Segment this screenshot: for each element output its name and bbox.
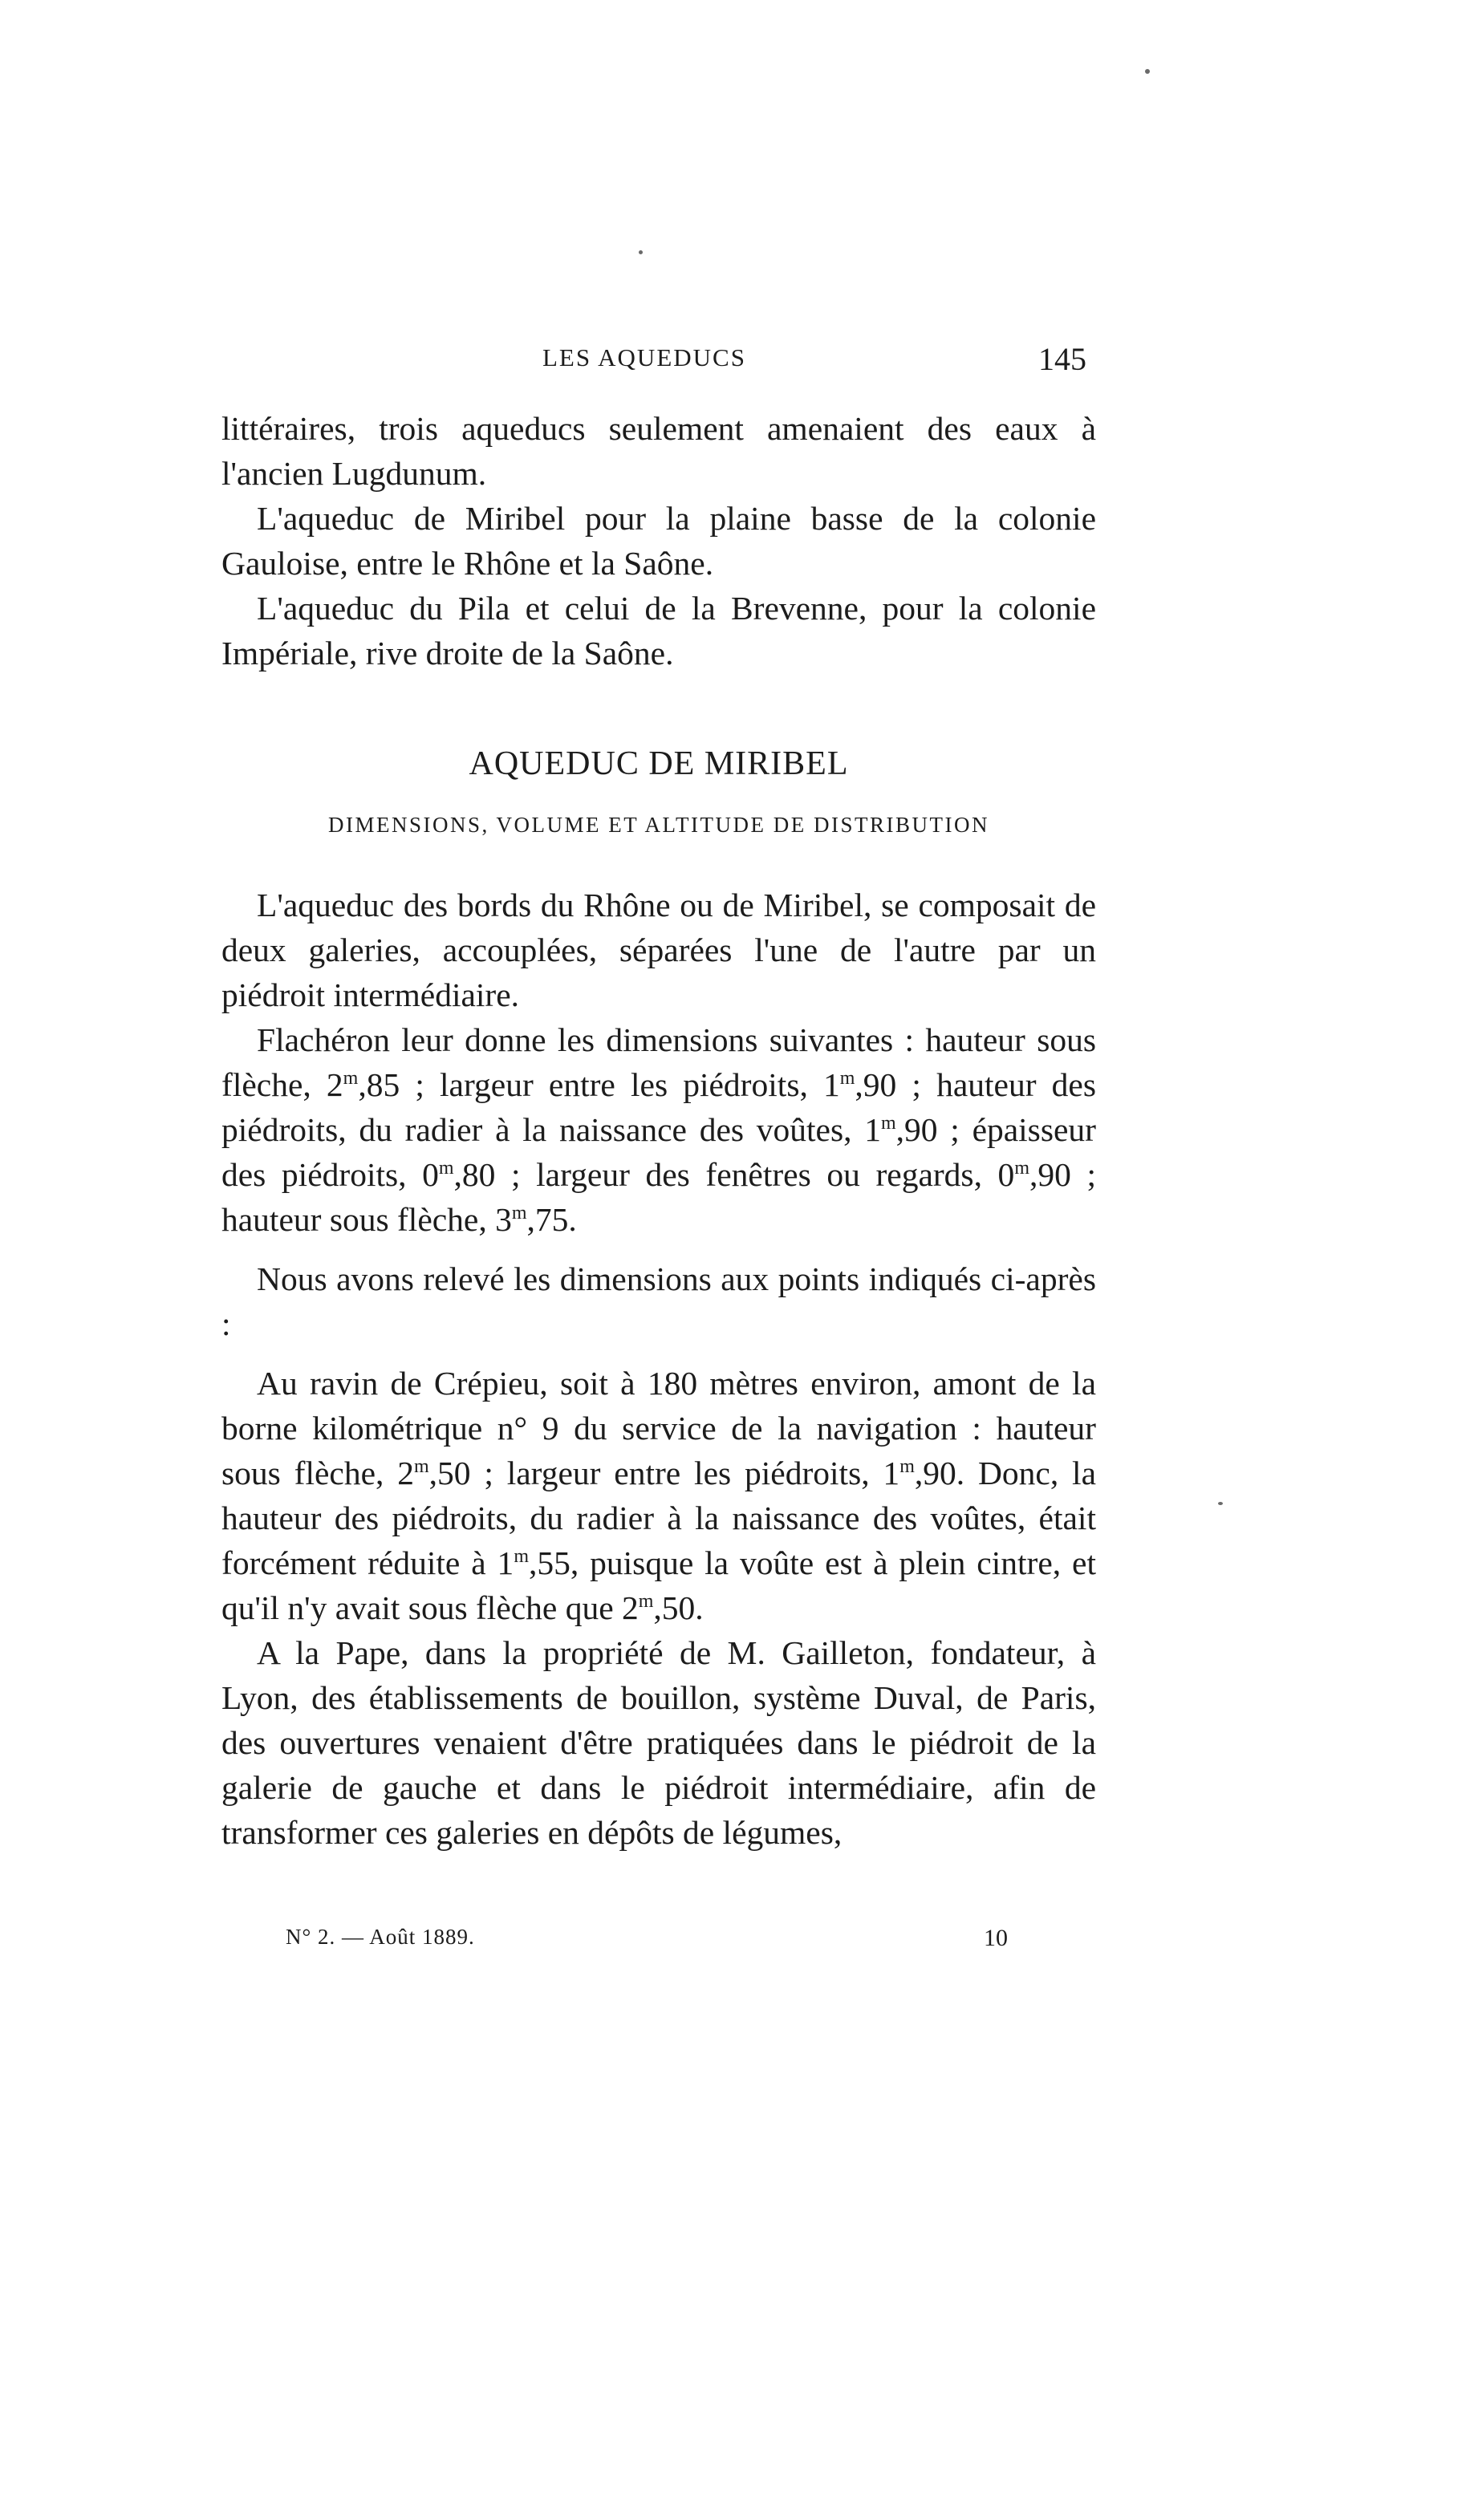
running-head-title: LES AQUEDUCS (542, 343, 746, 371)
scan-speck (1218, 1502, 1223, 1505)
paragraph-3: Nous avons relevé les dimensions aux points indiqués ci-après : (221, 1260, 1096, 1342)
paragraph-4: Au ravin de Crépieu, soit à 180 mètres environ, amont de la borne kilométrique n° 9 du service de la navigation : hauteur sous flèche, 2$^m$,50 ; largeur entre les piédroits, 1$^m$,90. Donc, la hauteur des piédroits, du radier à la naissance des voûtes, était forcément réduite à 1$^m$,55, puisque la voûte est à plein cintre, et qu'il n'y avait sous flèche que 2$^m$,50. (221, 1365, 1096, 1626)
paragraph-gap (221, 1242, 1096, 1256)
paragraph-1: L'aqueduc des bords du Rhône ou de Miribel, se composait de deux galeries, accouplées, séparées l'une de l'autre par un piédroit intermédiaire. (221, 887, 1096, 1013)
footer-signature: N° 2. — Août 1889. (286, 1925, 475, 1949)
paragraph-gap (221, 1346, 1096, 1361)
intro-paragraph-3: L'aqueduc du Pila et celui de la Brevenne, pour la colonie Impériale, rive droite de la Saône. (221, 590, 1096, 672)
intro-paragraph-1: littéraires, trois aqueducs seulement amenaient des eaux à l'ancien Lugdunum. (221, 410, 1096, 492)
footer-sheet-number: 10 (984, 1925, 1008, 1951)
intro-paragraph-2: L'aqueduc de Miribel pour la plaine basse de la colonie Gauloise, entre le Rhône et la Saône. (221, 500, 1096, 582)
page-number: 145 (1038, 341, 1086, 377)
page-footer (221, 1920, 1096, 1960)
paragraph-5: A la Pape, dans la propriété de M. Gailleton, fondateur, à Lyon, des établissements de bouillon, système Duval, de Paris, des ouvertures venaient d'être pratiquées dans le piédroit de la galerie de gauche et dans le piédroit intermédiaire, afin de transformer ces galeries en dépôts de légumes, (221, 1634, 1096, 1851)
scan-speck (639, 250, 643, 254)
running-head (221, 340, 1096, 388)
intro-text (221, 406, 1096, 676)
section-subtitle: DIMENSIONS, VOLUME ET ALTITUDE DE DISTRIBUTION (328, 813, 989, 837)
main-text (221, 883, 1096, 1855)
scan-speck (1145, 69, 1150, 74)
paragraph-2: Flachéron leur donne les dimensions suivantes : hauteur sous flèche, 2$^m$,85 ; largeur entre les piédroits, 1$^m$,90 ; hauteur des piédroits, du radier à la naissance des voûtes, 1$^m$,90 ; épaisseur des piédroits, 0$^m$,80 ; largeur des fenêtres ou regards, 0$^m$,90 ; hauteur sous flèche, 3$^m$,75. (221, 1021, 1097, 1238)
section-title: AQUEDUC DE MIRIBEL (469, 745, 849, 782)
